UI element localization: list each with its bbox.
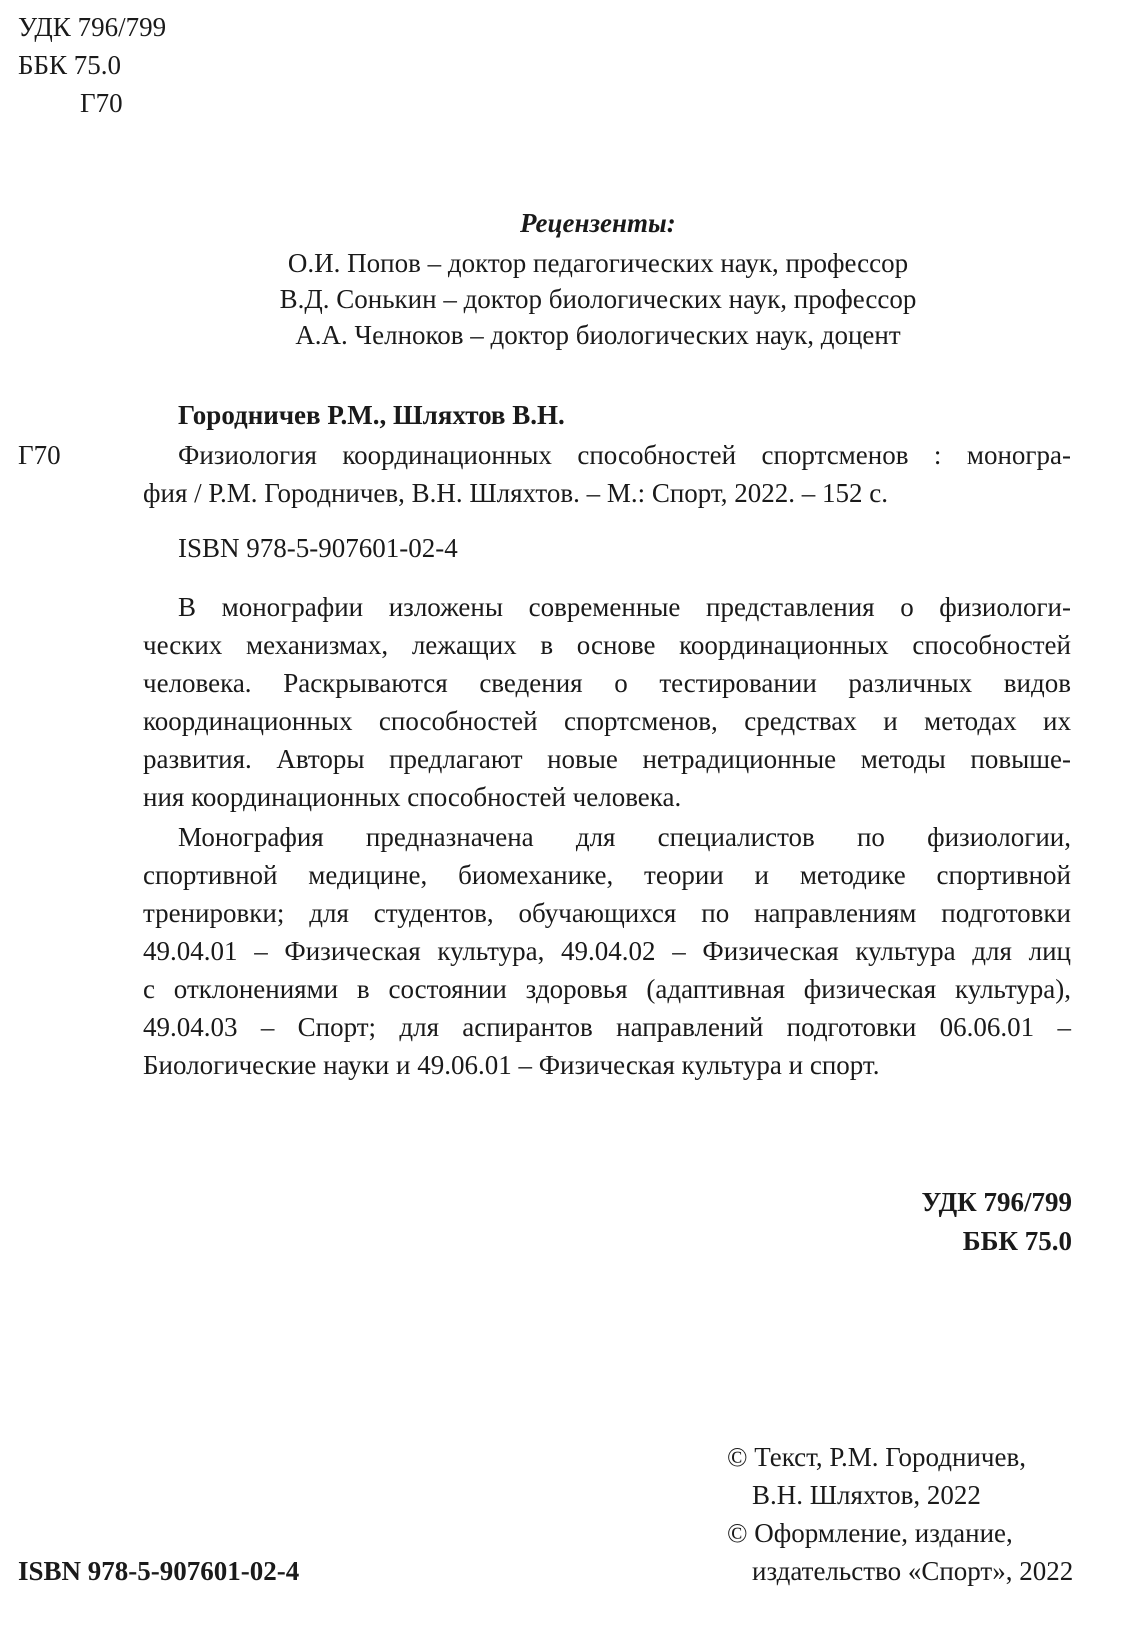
udk-code-bottom: УДК 796/799 bbox=[921, 1187, 1072, 1217]
abstract-line: 49.04.01 – Физическая культура, 49.04.02 – Физическая культура для лиц bbox=[143, 936, 1071, 966]
catalog-description-line: фия / Р.М. Городничев, В.Н. Шляхтов. – М.: Спорт, 2022. – 152 с. bbox=[143, 478, 888, 508]
abstract-line: спортивной медицине, биомеханике, теории и методике спортивной bbox=[143, 860, 1071, 890]
reviewer-item: А.А. Челноков – доктор биологических наук, доцент bbox=[295, 320, 901, 350]
abstract-line: координационных способностей спортсменов, средствах и методах их bbox=[143, 706, 1071, 736]
reviewers-heading: Рецензенты: bbox=[520, 208, 676, 238]
reviewer-item: В.Д. Сонькин – доктор биологических наук, профессор bbox=[279, 284, 917, 314]
copyright-line: © Текст, Р.М. Городничев, bbox=[727, 1442, 1026, 1472]
bbk-code-bottom: ББК 75.0 bbox=[962, 1226, 1072, 1256]
bbk-code-top: ББК 75.0 bbox=[18, 50, 122, 80]
udk-code-top: УДК 796/799 bbox=[18, 12, 167, 42]
abstract-line: Монография предназначена для специалистов по физиологии, bbox=[178, 822, 1071, 852]
copyright-line: издательство «Спорт», 2022 bbox=[752, 1556, 1074, 1586]
copyright-line: © Оформление, издание, bbox=[727, 1518, 1013, 1548]
catalog-author-mark: Г70 bbox=[18, 440, 61, 470]
reviewer-item: О.И. Попов – доктор педагогических наук, профессор bbox=[287, 248, 909, 278]
copyright-line: В.Н. Шляхтов, 2022 bbox=[752, 1480, 981, 1510]
abstract-line: тренировки; для студентов, обучающихся по направлениям подготовки bbox=[143, 898, 1071, 928]
abstract-line: с отклонениями в состоянии здоровья (адаптивная физическая культура), bbox=[143, 974, 1071, 1004]
catalog-isbn: ISBN 978-5-907601-02-4 bbox=[178, 533, 458, 563]
abstract-line: ния координационных способностей человека. bbox=[143, 782, 682, 812]
abstract-line: 49.04.03 – Спорт; для аспирантов направлений подготовки 06.06.01 – bbox=[143, 1012, 1071, 1042]
catalog-description-line: Физиология координационных способностей спортсменов : моногра- bbox=[178, 440, 1071, 470]
abstract-line: развития. Авторы предлагают новые нетрадиционные методы повыше- bbox=[143, 744, 1071, 774]
abstract-line: человека. Раскрываются сведения о тестировании различных видов bbox=[143, 668, 1071, 698]
abstract-line: ческих механизмах, лежащих в основе координационных способностей bbox=[143, 630, 1071, 660]
author-mark-top: Г70 bbox=[80, 88, 123, 118]
abstract-line: В монографии изложены современные представления о физиологи- bbox=[178, 592, 1071, 622]
abstract-line: Биологические науки и 49.06.01 – Физическая культура и спорт. bbox=[143, 1050, 880, 1080]
catalog-authors: Городничев Р.М., Шляхтов В.Н. bbox=[178, 400, 565, 430]
isbn-bottom: ISBN 978-5-907601-02-4 bbox=[18, 1556, 300, 1586]
